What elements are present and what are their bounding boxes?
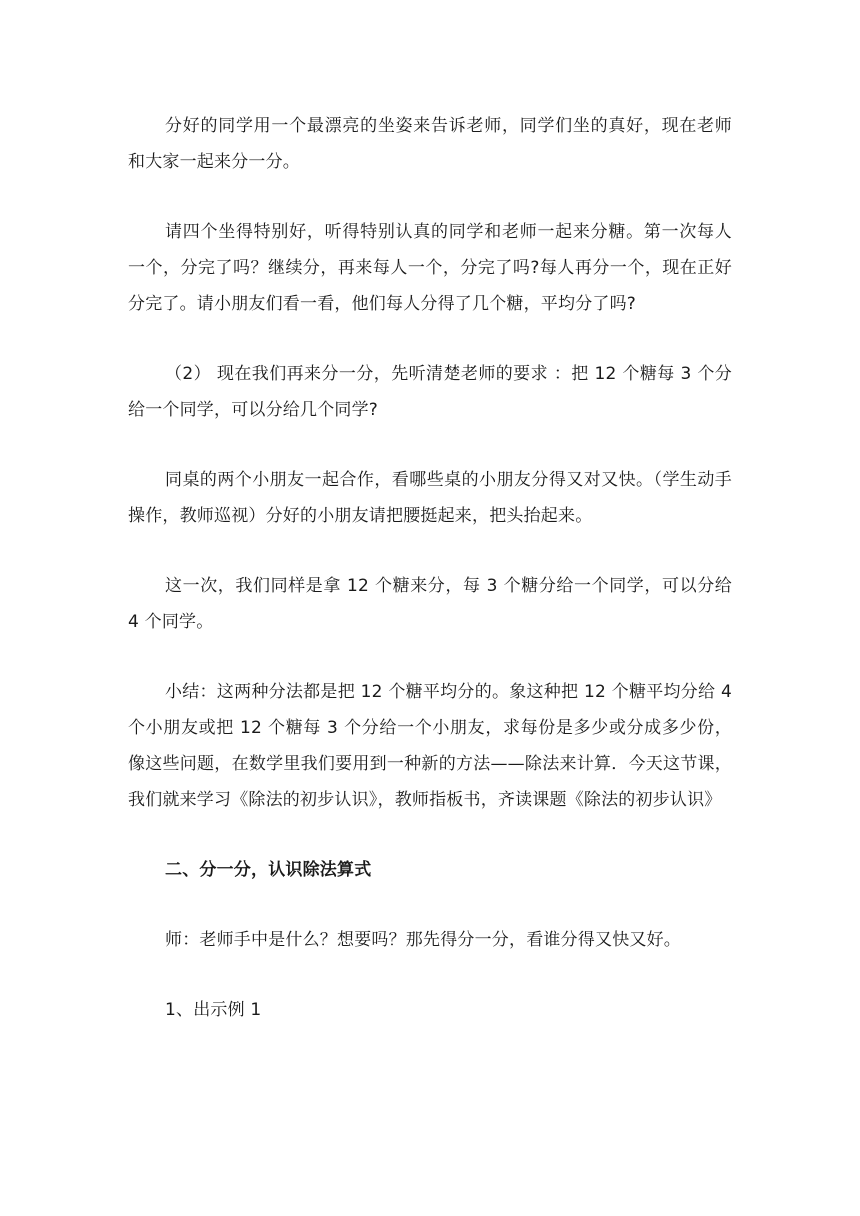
paragraph-7: 师：老师手中是什么？想要吗？那先得分一分，看谁分得又快又好。 <box>165 930 681 950</box>
paragraph-5: 这一次，我们同样是拿 12 个糖来分，每 3 个糖分给一个同学，可以分给 4 个同学。 <box>128 576 732 632</box>
paragraph-2: 请四个坐得特别好，听得特别认真的同学和老师一起来分糖。第一次每人一个，分完了吗？继续分，再来每人一个，分完了吗?每人再分一个，现在正好分完了。请小朋友们看一看，他们每人分得了几个糖，平均分了吗? <box>128 222 732 314</box>
document-page <box>128 108 732 1028</box>
paragraph-3: （2） 现在我们再来分一分，先听清楚老师的要求 ：把 12 个糖每 3 个分给一个同学，可以分给几个同学? <box>128 364 732 420</box>
section-heading: 二、分一分，认识除法算式 <box>165 860 372 880</box>
paragraph-6: 小结：这两种分法都是把 12 个糖平均分的。象这种把 12 个糖平均分给 4 个小朋友或把 12 个糖每 3 个分给一个小朋友，求每份是多少或分成多少份，像这些问题，在数学里我们要用到一种新的方法——除法来计算．今天这节课，我们就来学习《除法的初步认识》，教师指板书，齐读课题《除法的初步认识》 <box>128 682 732 810</box>
paragraph-4: 同桌的两个小朋友一起合作，看哪些桌的小朋友分得又对又快。（学生动手操作，教师巡视）分好的小朋友请把腰挺起来，把头抬起来。 <box>128 470 732 526</box>
paragraph-8: 1、出示例 1 <box>165 1000 262 1020</box>
paragraph-1: 分好的同学用一个最漂亮的坐姿来告诉老师，同学们坐的真好，现在老师和大家一起来分一分。 <box>128 116 732 172</box>
